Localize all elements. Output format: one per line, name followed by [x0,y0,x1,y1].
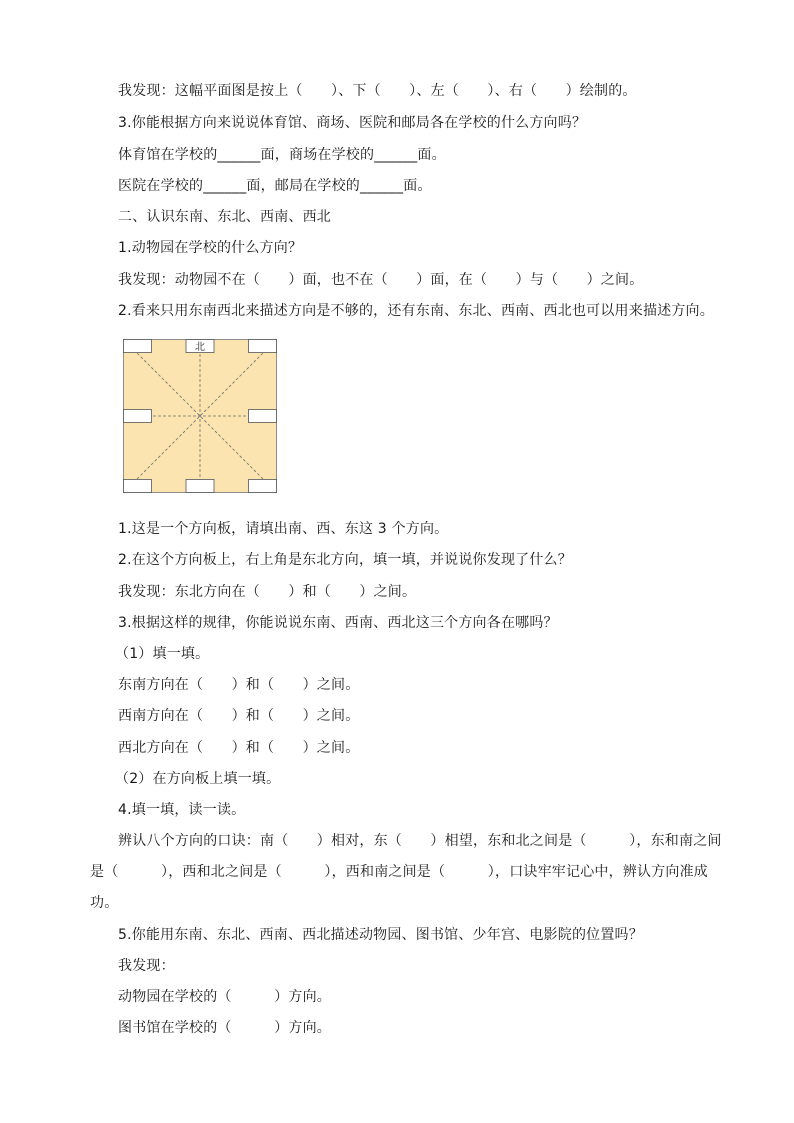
task-4-heading: 4.填一填，读一读。 [118,802,246,818]
section-2-heading: 二、认识东南、东北、西南、西北 [118,209,331,225]
fill-library-location: 图书馆在学校的（ ）方向。 [118,1020,331,1036]
note-eight-directions: 2.看来只用东南西北来描述方向是不够的，还有东南、东北、西南、西北也可以用来描述方向。 [118,303,714,319]
fill-hospital-post: 医院在学校的______面，邮局在学校的______面。 [118,178,432,194]
label-box-west[interactable] [124,410,152,423]
north-label: 北 [195,342,205,353]
fill-gym-mall: 体育馆在学校的______面，商场在学校的______面。 [118,147,446,163]
label-box-southeast[interactable] [249,480,277,493]
label-box-northeast[interactable] [249,340,277,353]
question-5-locations: 5.你能用东南、东北、西南、西北描述动物园、图书馆、少年宫、电影院的位置吗？ [118,927,643,943]
finding-northeast: 我发现：东北方向在（ ）和（ ）之间。 [118,584,417,600]
fill-southeast: 东南方向在（ ）和（ ）之间。 [118,677,360,693]
finding-plan-orientation: 我发现：这幅平面图是按上（ ）、下（ ）、左（ ）、右（ ）绘制的。 [118,83,637,99]
subtask-1-fill: （1）填一填。 [115,646,210,662]
question-3-directions: 3.你能根据方向来说说体育馆、商场、医院和邮局各在学校的什么方向吗？ [118,115,587,131]
finding-zoo: 我发现：动物园不在（ ）面，也不在（ ）面，在（ ）与（ ）之间。 [118,272,644,288]
mnemonic-line-3: 功。 [90,895,119,911]
label-box-southwest[interactable] [124,480,152,493]
task-fill-directions: 1.这是一个方向板，请填出南、西、东这 3 个方向。 [118,521,449,537]
label-box-east[interactable] [249,410,277,423]
question-3-rule: 3.根据这样的规律，你能说说东南、西南、西北这三个方向各在哪吗？ [118,615,558,631]
task-northeast: 2.在这个方向板上，右上角是东北方向，填一填，并说说你发现了什么？ [118,552,572,568]
question-zoo-direction: 1.动物园在学校的什么方向？ [118,240,303,256]
label-box-south[interactable] [186,480,214,493]
label-box-northwest[interactable] [124,340,152,353]
fill-southwest: 西南方向在（ ）和（ ）之间。 [118,708,360,724]
finding-label: 我发现： [118,958,175,974]
subtask-2-board: （2）在方向板上填一填。 [115,771,281,787]
fill-zoo-location: 动物园在学校的（ ）方向。 [118,989,331,1005]
compass-board [123,339,277,493]
mnemonic-line-1: 辨认八个方向的口诀：南（ ）相对，东（ ）相望，东和北之间是（ ），东和南之间 [118,833,722,849]
fill-northwest: 西北方向在（ ）和（ ）之间。 [118,740,360,756]
mnemonic-line-2: 是（ ），西和北之间是（ ），西和南之间是（ ），口诀牢牢记心中，辨认方向准成 [90,864,708,880]
